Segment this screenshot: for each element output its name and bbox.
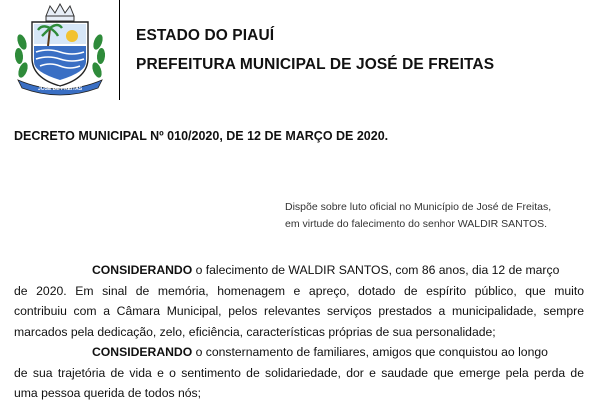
decree-summary xyxy=(285,199,585,233)
crest-ribbon-text: JOSÉ DE FREITAS xyxy=(37,86,83,92)
document-header xyxy=(0,0,600,100)
decree-body xyxy=(14,260,584,404)
paragraph-line xyxy=(14,260,584,281)
header-divider xyxy=(119,0,120,100)
decree-title: DECRETO MUNICIPAL Nº 010/2020, DE 12 DE MARÇO DE 2020. xyxy=(14,129,389,143)
paragraph-line: uma pessoa querida de todos nós; xyxy=(14,386,202,400)
municipal-crest-icon xyxy=(8,2,112,96)
summary-line: em virtude do falecimento do senhor WALDIR SANTOS. xyxy=(285,218,548,230)
city-hall-name: PREFEITURA MUNICIPAL DE JOSÉ DE FREITAS xyxy=(136,56,495,73)
summary-line: Dispõe sobre luto oficial no Município de José de Freitas, xyxy=(285,201,552,213)
paragraph-line: de sua trajetória de vida e o sentimento de solidariedade, dor e saudade que emerge pela perda de xyxy=(14,365,584,380)
considerando-lead: CONSIDERANDO xyxy=(92,263,193,277)
considerando-paragraph-1 xyxy=(14,260,584,342)
paragraph-text: o consternamento de familiares, amigos que conquistou ao longo xyxy=(192,345,548,359)
paragraph-text: o falecimento de WALDIR SANTOS, com 86 anos, dia 12 de março xyxy=(192,263,560,277)
considerando-lead: CONSIDERANDO xyxy=(92,345,193,359)
paragraph-line xyxy=(14,342,584,363)
paragraph-line: marcados pela dedicação, zelo, eficiência, características próprias de sua personalidade; xyxy=(14,324,496,339)
paragraph-line: de 2020. Em sinal de memória, homenagem e apreço, dotado de espírito público, que muito xyxy=(14,283,584,298)
considerando-paragraph-2 xyxy=(14,342,584,404)
paragraph-line: contribuiu com a Câmara Municipal, pelos relevantes serviços prestados a municipalidade, sempre xyxy=(14,304,584,318)
state-name: ESTADO DO PIAUÍ xyxy=(136,27,275,44)
